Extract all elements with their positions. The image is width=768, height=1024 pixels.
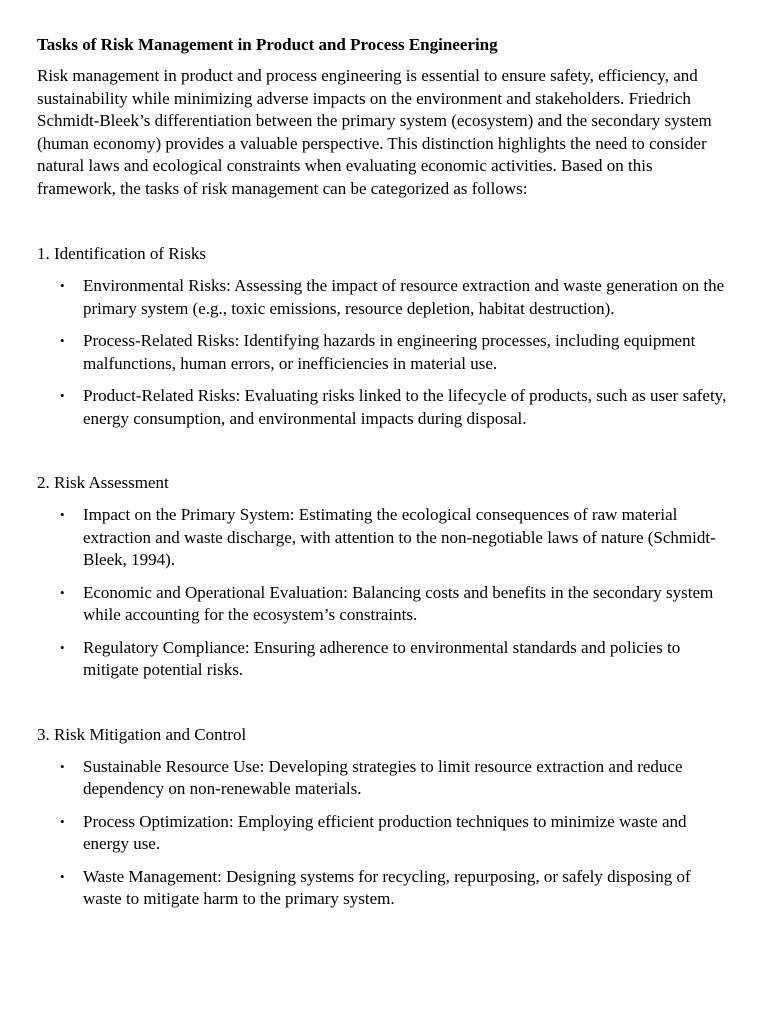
list-item-text: Impact on the Primary System: Estimating the ecological consequences of raw material extraction and waste discharge, with attention to the non-negotiable laws of nature (Schmidt-Bleek, 1994). (83, 505, 716, 569)
list-item-text: Waste Management: Designing systems for recycling, repurposing, or safely disposing of waste to mitigate harm to the primary system. (83, 866, 691, 908)
list-item (37, 637, 732, 682)
list-item (37, 275, 732, 320)
list-item-text: Environmental Risks: Assessing the impact of resource extraction and waste generation on the primary system (e.g., toxic emissions, resource depletion, habitat destruction). (83, 276, 725, 318)
list-item-text: Sustainable Resource Use: Developing strategies to limit resource extraction and reduce dependency on non-renewable materials. (83, 756, 683, 798)
bullet-list (37, 275, 732, 430)
section-heading: 2. Risk Assessment (37, 473, 169, 492)
bullet-icon: • (60, 868, 65, 884)
list-item-text: Economic and Operational Evaluation: Balancing costs and benefits in the secondary system while accounting for the ecosystem’s constraints. (83, 582, 714, 624)
list-item (37, 811, 732, 856)
list-item (37, 330, 732, 375)
list-item (37, 866, 732, 911)
section-assessment (37, 472, 732, 682)
bullet-icon: • (60, 333, 65, 348)
section-heading: 1. Identification of Risks (37, 244, 207, 263)
bullet-icon: • (60, 639, 65, 655)
list-item (37, 385, 732, 430)
section-heading: 3. Risk Mitigation and Control (37, 724, 247, 744)
list-item (37, 756, 732, 801)
bullet-icon: • (60, 758, 65, 774)
list-item (37, 504, 732, 572)
list-item-text: Regulatory Compliance: Ensuring adherence to environmental standards and policies to mitigate potential risks. (83, 637, 681, 679)
document-title: Tasks of Risk Management in Product and Process Engineering (37, 35, 498, 54)
bullet-icon: • (60, 584, 65, 600)
intro-paragraph: Risk management in product and process engineering is essential to ensure safety, efficiency, and sustainability while minimizing adverse impacts on the environment and stakeholders. Friedrich Schmidt-Bleek’s differentiation between the primary system (ecosystem) and the secondary system (human economy) provides a valuable perspective. This distinction highlights the need to consider natural laws and ecological constraints when evaluating economic activities. Based on this framework, the tasks of risk management can be categorized as follows: (37, 66, 712, 198)
list-item-text: Process Optimization: Employing efficient production techniques to minimize waste and energy use. (83, 811, 687, 853)
bullet-icon: • (60, 813, 65, 829)
bullet-icon: • (60, 507, 65, 522)
list-item (37, 582, 732, 627)
bullet-list (37, 756, 732, 911)
bullet-icon: • (60, 388, 65, 403)
bullet-list (37, 504, 732, 682)
section-mitigation (37, 724, 732, 911)
list-item-text: Product-Related Risks: Evaluating risks linked to the lifecycle of products, such as user safety, energy consumption, and environmental impacts during disposal. (83, 386, 727, 428)
section-identification (37, 243, 732, 430)
list-item-text: Process-Related Risks: Identifying hazards in engineering processes, including equipment malfunctions, human errors, or inefficiencies in material use. (83, 331, 696, 373)
bullet-icon: • (60, 278, 65, 293)
